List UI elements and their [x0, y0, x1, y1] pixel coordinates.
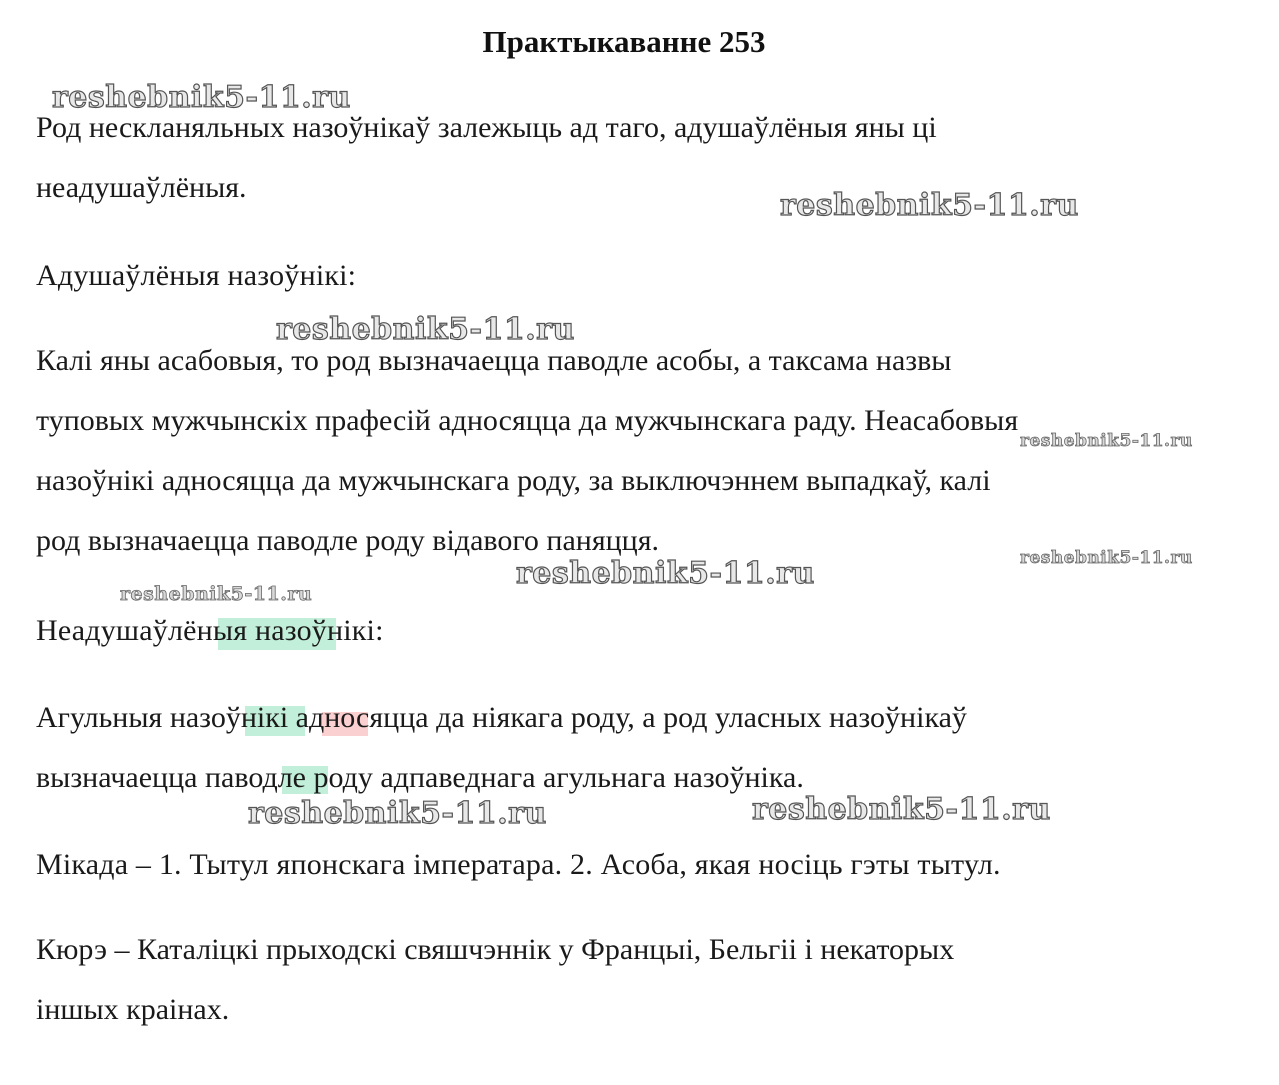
text-line: назоўнікі адносяцца да мужчынскага роду, за выключэннем выпадкаў, калі: [36, 464, 991, 497]
text-line: вызначаецца паводле роду адпаведнага агульнага назоўніка.: [36, 761, 804, 794]
inanimate-paragraph: [36, 688, 1266, 808]
text-line: Агульныя назоўнікі адносяцца да ніякага роду, а род уласных назоўнікаў: [36, 701, 967, 734]
intro-paragraph: [36, 98, 1266, 218]
text-line: род вызначаецца паводле роду відавого паняцця.: [36, 524, 660, 557]
animate-paragraph: [36, 331, 1266, 571]
watermark: reshebnik5-11.ru: [516, 556, 815, 591]
inanimate-heading: Неадушаўлёныя назоўнікі:: [36, 614, 384, 647]
animate-heading: Адушаўлёныя назоўнікі:: [36, 259, 357, 292]
text-line: неадушаўлёныя.: [36, 171, 247, 204]
watermark: reshebnik5-11.ru: [1020, 431, 1193, 451]
example-kyure: [36, 920, 1266, 1040]
watermark: reshebnik5-11.ru: [276, 312, 575, 347]
watermark: reshebnik5-11.ru: [1020, 548, 1193, 568]
watermark: reshebnik5-11.ru: [780, 188, 1079, 223]
watermark: reshebnik5-11.ru: [120, 583, 313, 605]
text-line: Кюрэ – Каталіцкі прыходскі свяшчэннік у Францыі, Бельгіі і некаторых: [36, 933, 955, 966]
example-mikado: Мікада – 1. Тытул японскага імператара. 2. Асоба, якая носіць гэты тытул.: [36, 848, 1001, 881]
watermark: reshebnik5-11.ru: [248, 796, 547, 831]
watermark: reshebnik5-11.ru: [52, 80, 351, 115]
page-title: Практыкаванне 253: [482, 24, 766, 59]
text-line: іншых краінах.: [36, 993, 230, 1026]
text-line: Калі яны асабовыя, то род вызначаецца паводле асобы, а таксама назвы: [36, 344, 952, 377]
text-line: Род нескланяльных назоўнікаў залежыць ад таго, адушаўлёныя яны ці: [36, 111, 937, 144]
text-line: туповых мужчынскіх прафесій адносяцца да мужчынскага раду. Неасабовыя: [36, 404, 1019, 437]
watermark: reshebnik5-11.ru: [752, 792, 1051, 827]
